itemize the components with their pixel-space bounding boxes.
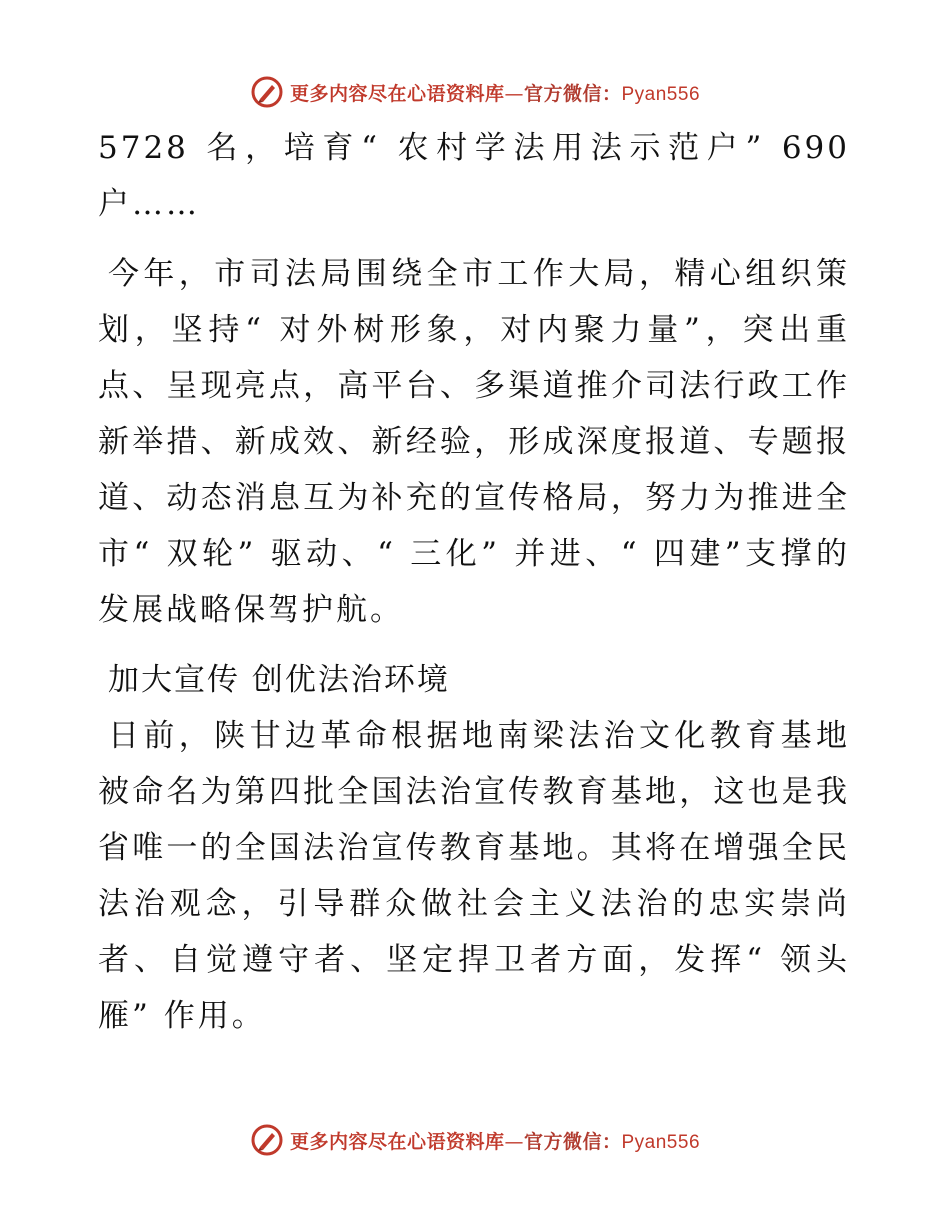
header-watermark <box>0 72 950 112</box>
section-heading: 加大宣传 创优法治环境 <box>108 662 450 698</box>
watermark-brand: 更多内容尽在心语资料库 <box>289 1130 505 1153</box>
watermark-separator: — <box>504 82 524 105</box>
paragraph-nanliang-base: 日前，陕甘边革命根据地南梁法治文化教育基地被命名为第四批全国法治宣传教育基地，这也是我省唯一的全国法治宣传教育基地。其将在增强全民法治观念，引导群众做社会主义法治的忠实崇尚者、自觉遵守者、坚定捍卫者方面，发挥“ 领头雁” 作用。 <box>98 718 850 1034</box>
paragraph-continuation: 5728 名，培育“ 农村学法用法示范户” 690 户…… <box>98 130 850 222</box>
watermark-label: 官方微信： <box>523 1130 622 1153</box>
watermark-id: Pyan556 <box>621 83 701 105</box>
pen-logo-icon <box>250 1123 284 1157</box>
pen-logo-icon <box>250 75 284 109</box>
watermark-separator: — <box>504 1130 524 1153</box>
paragraph-publicity-work: 今年，市司法局围绕全市工作大局，精心组织策划，坚持“ 对外树形象，对内聚力量”，突出重点、呈现亮点，高平台、多渠道推介司法行政工作新举措、新成效、新经验，形成深度报道、专题报道、动态消息互为补充的宣传格局，努力为推进全市“ 双轮” 驱动、“ 三化” 并进、“ 四建”支撑的发展战略保驾护航。 <box>98 256 850 628</box>
watermark-brand: 更多内容尽在心语资料库 <box>289 82 505 105</box>
watermark-text <box>290 1127 700 1154</box>
watermark-id: Pyan556 <box>621 1131 701 1153</box>
document-body <box>98 120 850 1044</box>
watermark-label: 官方微信： <box>523 82 622 105</box>
watermark-text <box>290 79 700 106</box>
footer-watermark <box>0 1120 950 1160</box>
